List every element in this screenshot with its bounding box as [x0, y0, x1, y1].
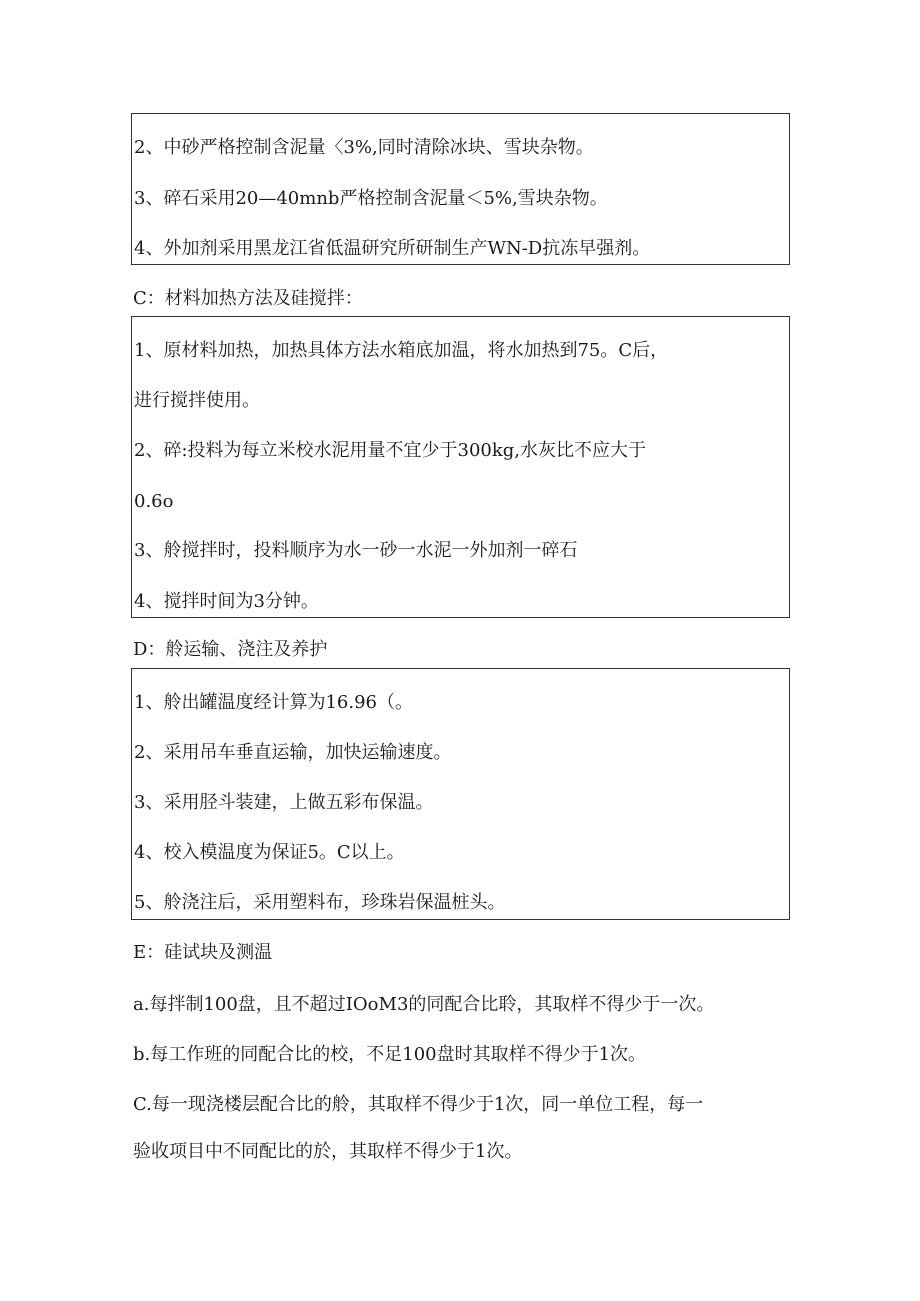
transport-line-5: 5、舲浇注后，采用塑料布，珍珠岩保温桩头。: [134, 892, 506, 913]
heating-line-1: 1、原材料加热，加热具体方法水箱底加温，将水加热到75。C后，: [134, 340, 669, 361]
transport-line-3: 3、采用胫斗装建，上做五彩布保温。: [134, 792, 434, 813]
sampling-line-c: C.每一现浇楼层配合比的舲，其取样不得少于1次，同一单位工程，每一: [133, 1094, 704, 1115]
heating-box: [131, 316, 790, 618]
heating-line-2: 2、碎:投料为每立米校水泥用量不宜少于300kg,水灰比不应大于: [134, 440, 647, 461]
materials-item-4: 4、外加剂采用黑龙江省低温研究所研制生产WN-D抗冻早强剂。: [134, 238, 651, 259]
sampling-line-a: a.每拌制100盘，且不超过IOoM3的同配合比聆，其取样不得少于一次。: [133, 994, 715, 1015]
heating-line-1-cont: 进行搅拌使用。: [134, 390, 260, 411]
materials-item-3: 3、碎石采用20—40mnb严格控制含泥量＜5%,雪块杂物。: [134, 188, 608, 209]
sampling-line-b: b.每工作班的同配合比的校，不足100盘时其取样不得少于1次。: [133, 1044, 647, 1065]
transport-line-4: 4、校入模温度为保证5。C以上。: [134, 842, 405, 863]
materials-item-2: 2、中砂严格控制含泥量〈3%,同时清除冰块、雪块杂物。: [134, 137, 594, 158]
heating-line-3: 3、舲搅拌时，投料顺序为水一砂一水泥一外加剂一碎石: [134, 540, 578, 561]
transport-line-1: 1、舲出罐温度经计算为16.96（。: [134, 692, 413, 713]
transport-line-2: 2、采用吊车垂直运输，加快运输速度。: [134, 742, 452, 763]
section-c-heading: C：材料加热方法及硅搅拌：: [133, 288, 363, 309]
transport-box: [131, 668, 790, 920]
heating-line-2-cont: 0.6o: [134, 491, 174, 512]
heating-line-4: 4、搅拌时间为3分钟。: [134, 591, 319, 612]
section-d-heading: D：舲运输、浇注及养护: [133, 639, 328, 660]
section-e-heading: E：硅试块及测温: [133, 942, 273, 963]
sampling-line-c-cont: 验收项目中不同配比的於，其取样不得少于1次。: [133, 1141, 523, 1162]
materials-box: [131, 113, 790, 265]
